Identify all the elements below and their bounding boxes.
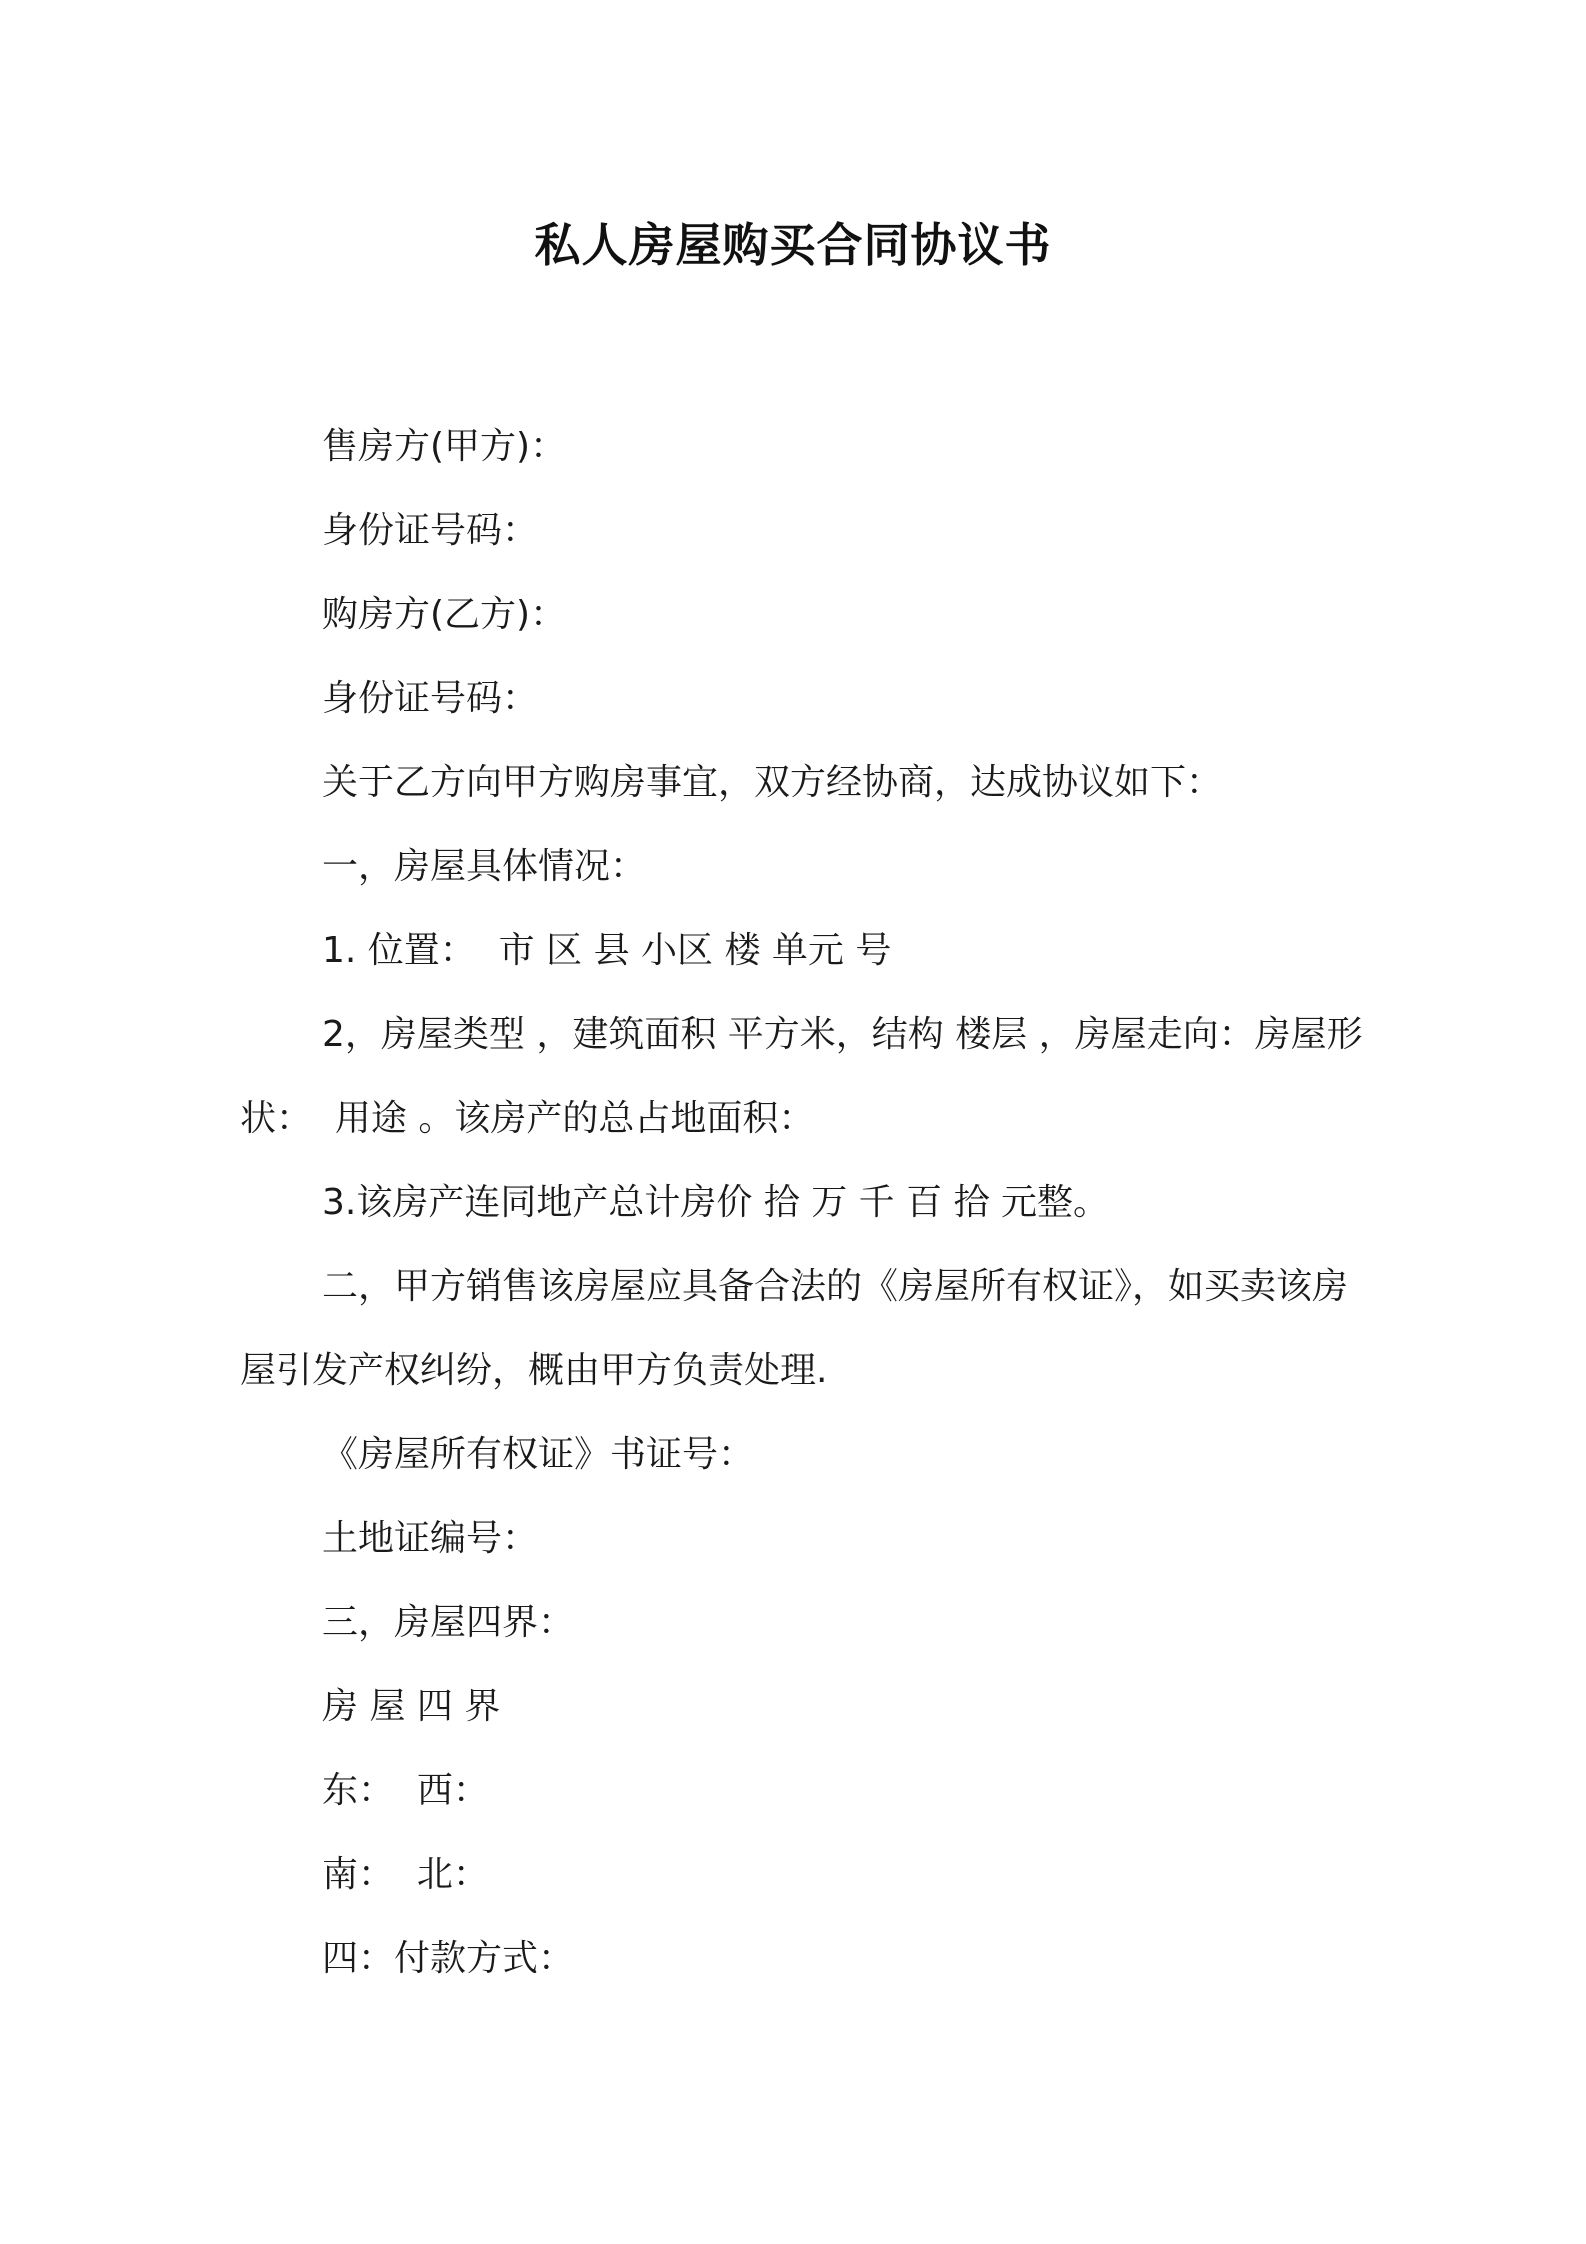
- document-body: [240, 405, 1370, 2001]
- section-3-heading: 三，房屋四界：: [322, 1602, 575, 1643]
- south-north-line: 南： 北：: [322, 1854, 489, 1895]
- clause-3-price: 3.该房产连同地产总计房价 拾 万 千 百 拾 元整。: [322, 1182, 1110, 1223]
- certificate-number-line: 《房屋所有权证》书证号：: [322, 1434, 755, 1475]
- boundaries-label: 房 屋 四 界: [322, 1686, 501, 1727]
- section-1-heading: 一，房屋具体情况：: [322, 846, 647, 887]
- seller-line: 售房方(甲方)：: [322, 426, 567, 467]
- clause-2-house-type: 2，房屋类型 ，建筑面积 平方米，结构 楼层 ，房屋走向：房屋形状： 用途 。该房产的总占地面积：: [240, 1014, 1363, 1139]
- seller-id-line: 身份证号码：: [322, 510, 539, 551]
- east-west-line: 东： 西：: [322, 1770, 489, 1811]
- clause-1-location: 1. 位置： 市 区 县 小区 楼 单元 号: [322, 930, 892, 971]
- document-title: 私人房屋购买合同协议书: [534, 218, 1052, 272]
- agreement-intro: 关于乙方向甲方购房事宜，双方经协商，达成协议如下：: [322, 762, 1223, 803]
- section-4-payment: 四：付款方式：: [322, 1938, 575, 1979]
- land-certificate-line: 土地证编号：: [322, 1518, 539, 1559]
- buyer-line: 购房方(乙方)：: [322, 594, 567, 635]
- buyer-id-line: 身份证号码：: [322, 678, 539, 719]
- section-2-ownership: 二，甲方销售该房屋应具备合法的《房屋所有权证》，如买卖该房屋引发产权纠纷，概由甲方负责处理.: [240, 1266, 1349, 1391]
